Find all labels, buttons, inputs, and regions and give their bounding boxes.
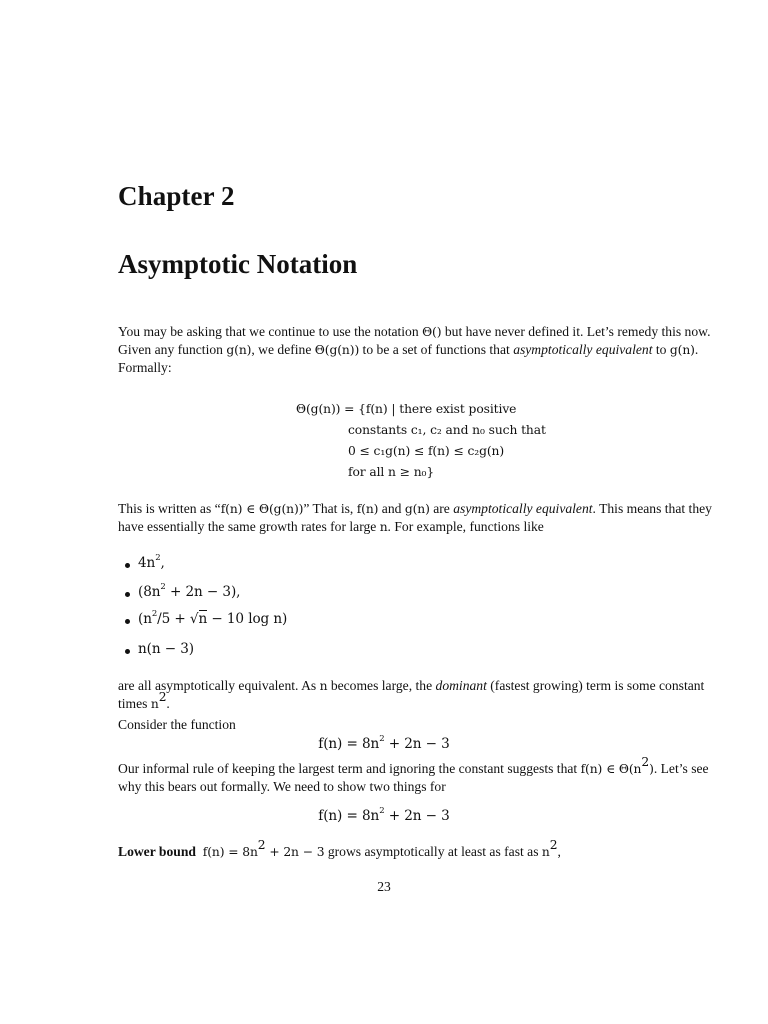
written-math: n xyxy=(379,520,388,534)
written-math: f(n) ∈ Θ(g(n)) xyxy=(220,502,304,516)
definition-line-2: constants c₁, c₂ and n₀ such that xyxy=(348,423,546,437)
example-item-3: ($n^2/5 + √n - 10$ log n) xyxy=(138,609,288,627)
example-item-1: $4n^2$, xyxy=(138,553,165,571)
dominant-paragraph: are all asymptotically equivalent. As n becomes large, the dominant (fastest growing) term is some constant times $n^2$. xyxy=(118,678,705,711)
chapter-label: Chapter 2 xyxy=(118,181,235,211)
intro-math: g(n) xyxy=(226,343,252,357)
intro-math: Θ() xyxy=(422,325,442,339)
intro-text: . Formally: xyxy=(118,342,699,375)
intro-text: to xyxy=(652,342,670,357)
equation-2: $f(n) = 8n^2 + 2n - 3$ xyxy=(318,806,450,824)
equation-1: $f(n) = 8n^2 + 2n - 3$ xyxy=(318,734,450,752)
intro-text: You may be asking that we continue to use the notation xyxy=(118,324,423,339)
written-text: This is written as “ xyxy=(118,501,221,516)
written-text: ” That is, xyxy=(303,501,357,516)
intro-text: but have never defined it. Let’s remedy this now. Given any function xyxy=(118,324,711,357)
lower-bound-paragraph: Lower bound $f(n) = 8n^2 + 2n - 3$ grows asymptotically at least as fast as $n^2$, xyxy=(118,838,561,859)
intro-paragraph xyxy=(118,323,718,376)
written-text: . For example, functions like xyxy=(387,519,544,534)
definition-line-1: Θ(g(n)) = {f(n) | there exist positive xyxy=(296,402,517,416)
definition-line-4: for all n ≥ n₀} xyxy=(348,465,435,479)
written-text: and xyxy=(378,501,405,516)
intro-text: to be a set of functions that xyxy=(359,342,514,357)
example-item-2: $(8n^2 + 2n - 3)$, xyxy=(138,582,241,600)
informal-rule-paragraph: Our informal rule of keeping the largest term and ignoring the constant suggests that f(n) ∈ $\Theta(n^2)$. Let’s see why this bears out formally. We need to show two things for xyxy=(118,755,709,794)
intro-math: g(n) xyxy=(669,343,695,357)
intro-emphasis: asymptotically equivalent xyxy=(513,342,653,357)
page-number: 23 xyxy=(377,879,391,894)
consider-text: Consider the function xyxy=(118,717,236,732)
written-math: g(n) xyxy=(404,502,430,516)
intro-text: , we define xyxy=(251,342,315,357)
written-text: are xyxy=(429,501,454,516)
definition-line-3: 0 ≤ c₁g(n) ≤ f(n) ≤ c₂g(n) xyxy=(348,444,505,458)
dominant-emphasis: dominant xyxy=(435,678,487,693)
lower-bound-label: Lower bound xyxy=(118,844,196,859)
written-text: . This means that they have essentially the same growth rates for large xyxy=(118,501,712,534)
intro-math: Θ(g(n)) xyxy=(314,343,360,357)
written-math: f(n) xyxy=(356,502,379,516)
chapter-title: Asymptotic Notation xyxy=(118,249,358,279)
written-as-paragraph xyxy=(118,500,718,536)
example-item-4: n(n − 3) xyxy=(138,641,194,657)
written-emphasis: asymptotically equivalent xyxy=(453,501,593,516)
